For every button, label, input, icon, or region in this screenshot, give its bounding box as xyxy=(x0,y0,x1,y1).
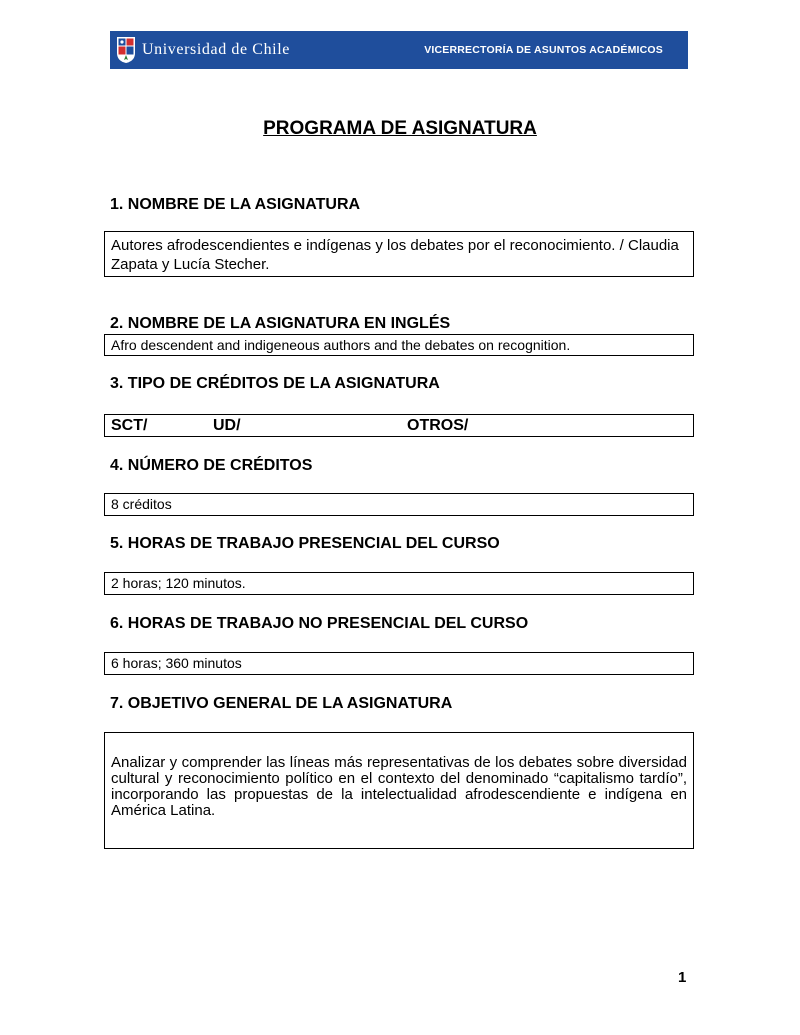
page-number: 1 xyxy=(678,969,687,986)
section-2-box xyxy=(104,334,694,356)
section-6-value: 6 horas; 360 minutos xyxy=(111,655,242,671)
credits-ud-label: UD/ xyxy=(213,417,241,434)
section-7-box xyxy=(104,732,694,849)
section-2-value: Afro descendent and indigeneous authors and the debates on recognition. xyxy=(111,337,571,353)
section-6-box xyxy=(104,652,694,675)
section-1-heading: 1. NOMBRE DE LA ASIGNATURA xyxy=(110,196,361,213)
university-name: Universidad de Chile xyxy=(142,41,290,58)
university-crest-icon xyxy=(116,35,136,64)
section-4-box xyxy=(104,493,694,516)
section-5-heading: 5. HORAS DE TRABAJO PRESENCIAL DEL CURSO xyxy=(110,535,500,552)
section-6-heading: 6. HORAS DE TRABAJO NO PRESENCIAL DEL CURSO xyxy=(110,615,529,632)
section-7-value: Analizar y comprender las líneas más representativas de los debates sobre diversidad cultural y reconocimiento político en el contexto del denominado “capitalismo tardío”, incorporando las propuestas de la intelectualidad afrodescendiente e indígena en América Latina. xyxy=(111,754,687,819)
section-4-heading: 4. NÚMERO DE CRÉDITOS xyxy=(110,457,313,474)
credits-sct-label: SCT/ xyxy=(111,417,148,434)
section-7-heading: 7. OBJETIVO GENERAL DE LA ASIGNATURA xyxy=(110,695,453,712)
section-1-box xyxy=(104,231,694,277)
credits-otros-label: OTROS/ xyxy=(407,417,469,434)
section-5-box xyxy=(104,572,694,595)
section-3-box xyxy=(104,414,694,437)
section-4-value: 8 créditos xyxy=(111,496,172,512)
section-1-value: Autores afrodescendientes e indígenas y los debates por el reconocimiento. / Claudia Zapata y Lucía Stecher. xyxy=(111,237,679,273)
header-banner xyxy=(110,31,688,69)
section-2-heading: 2. NOMBRE DE LA ASIGNATURA EN INGLÉS xyxy=(110,315,451,332)
vicerrectoria-label: VICERRECTORÍA DE ASUNTOS ACADÉMICOS xyxy=(424,44,663,56)
section-5-value: 2 horas; 120 minutos. xyxy=(111,575,246,591)
document-title: PROGRAMA DE ASIGNATURA xyxy=(263,118,537,139)
section-3-heading: 3. TIPO DE CRÉDITOS DE LA ASIGNATURA xyxy=(110,375,440,392)
